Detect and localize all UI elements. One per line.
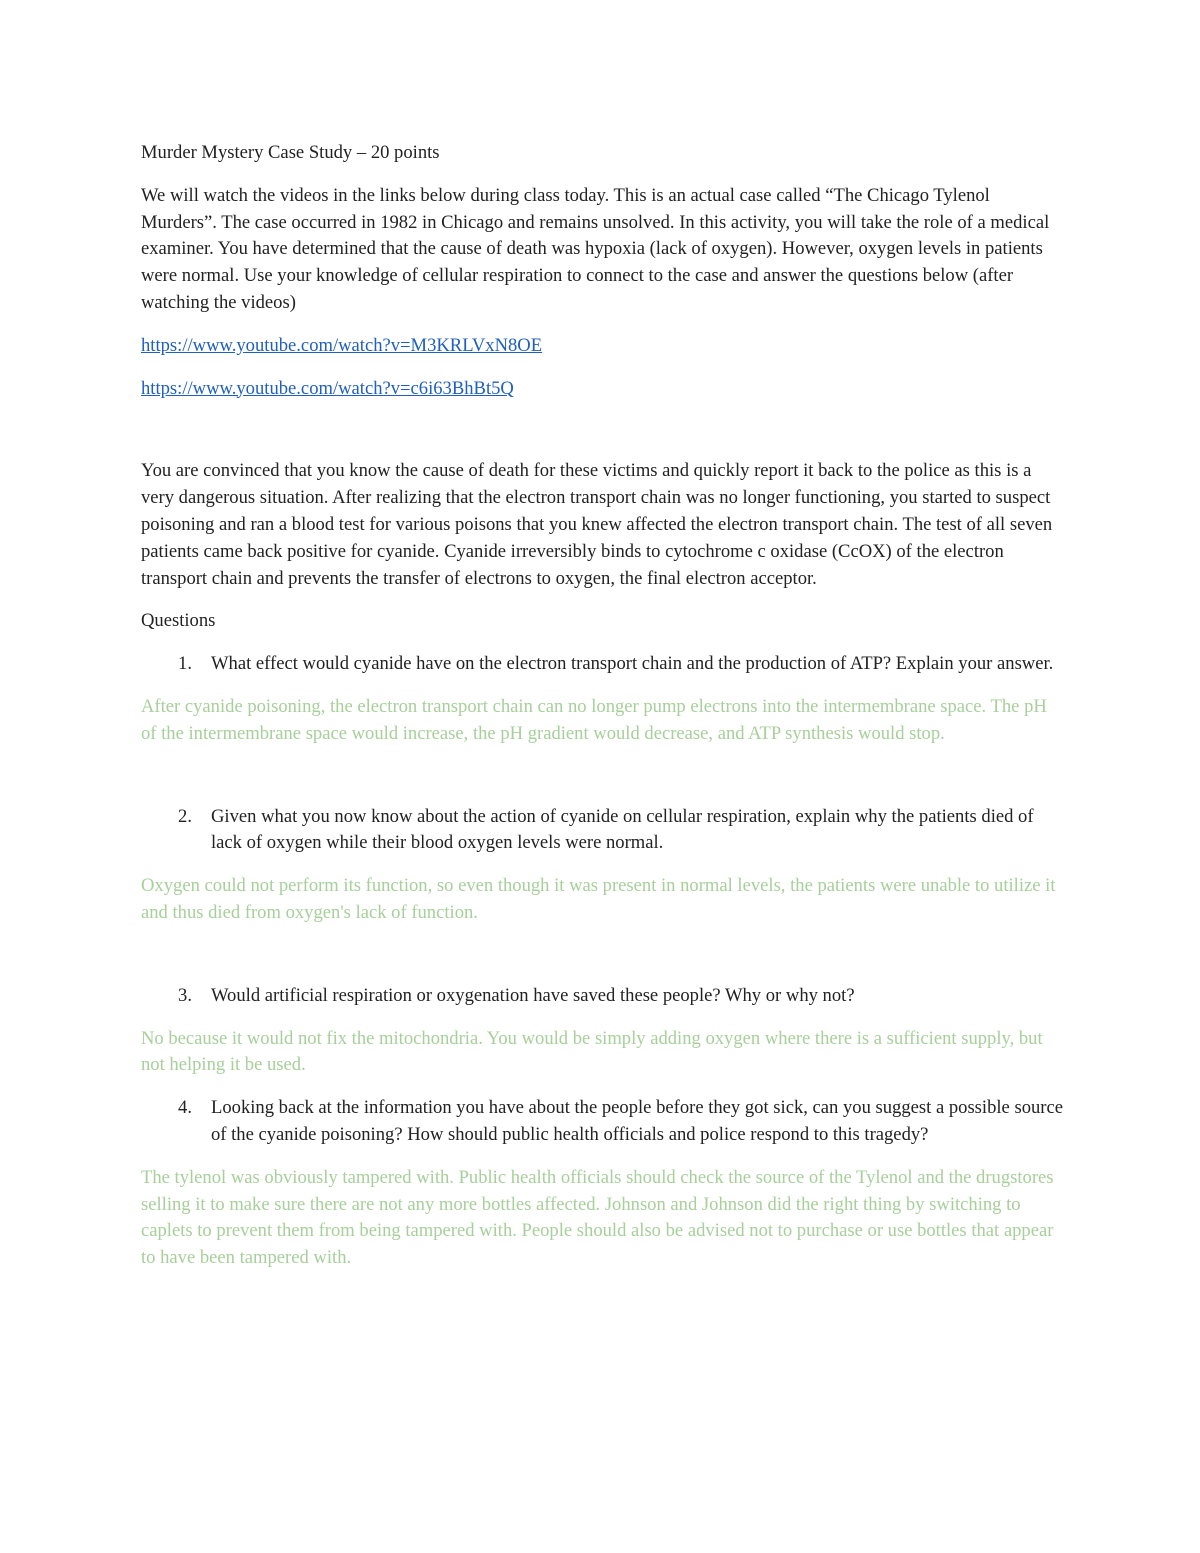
spacer	[141, 943, 1066, 983]
spacer	[141, 764, 1066, 804]
question-text: Given what you now know about the action of cyanide on cellular respiration, explain why the patients died of lack of oxygen while their blood oxygen levels were normal.	[211, 805, 1034, 854]
document-page	[141, 140, 1066, 1288]
question-text: What effect would cyanide have on the electron transport chain and the production of ATP? Explain your answer.	[211, 653, 1054, 675]
answer-3: No because it would not fix the mitochondria. You would be simply adding oxygen where there is a sufficient supply, but not helping it be used.	[141, 1027, 1043, 1076]
question-number: 4.	[178, 1097, 192, 1119]
question-4	[141, 1095, 1066, 1149]
question-text: Looking back at the information you have about the people before they got sick, can you suggest a possible source of the cyanide poisoning? How should public health officials and police respond to this tragedy?	[211, 1097, 1063, 1145]
question-number: 1.	[178, 653, 192, 675]
document-title: Murder Mystery Case Study – 20 points	[141, 142, 440, 163]
intro-paragraph: We will watch the videos in the links below during class today. This is an actual case called “The Chicago Tylenol Murders”. The case occurred in 1982 in Chicago and remains unsolved. In this activity, you will take the role of a medical examiner. You have determined that the cause of death was hypoxia (lack of oxygen). However, oxygen levels in patients were normal. Use your knowledge of cellular respiration to connect to the case and answer the questions below (after watching the videos)	[141, 184, 1050, 313]
question-number: 3.	[178, 984, 192, 1006]
answer-4: The tylenol was obviously tampered with. Public health officials should check the source of the Tylenol and the drugstores selling it to make sure there are not any more bottles affected. Johnson and Johnson did the right thing by switching to caplets to prevent them from being tampered with. People should also be advised not to purchase or use bottles that appear to have been tampered with.	[141, 1166, 1054, 1269]
question-text: Would artificial respiration or oxygenation have saved these people? Why or why not?	[211, 984, 855, 1006]
question-3	[141, 983, 1066, 1010]
video-link-1[interactable]: https://www.youtube.com/watch?v=M3KRLVxN8OE	[141, 334, 543, 356]
question-1	[141, 651, 1066, 678]
questions-heading: Questions	[141, 610, 216, 632]
question-2	[141, 804, 1066, 858]
answer-2: Oxygen could not perform its function, so even though it was present in normal levels, the patients were unable to utilize it and thus died from oxygen's lack of function.	[141, 875, 1056, 923]
video-link-2[interactable]: https://www.youtube.com/watch?v=c6i63BhBt5Q	[141, 377, 514, 399]
question-number: 2.	[178, 805, 192, 827]
answer-1: After cyanide poisoning, the electron transport chain can no longer pump electrons into the intermembrane space. The pH of the intermembrane space would increase, the pH gradient would decrease, and ATP synthesis would stop.	[141, 695, 1047, 744]
scenario-paragraph: You are convinced that you know the cause of death for these victims and quickly report it back to the police as this is a very dangerous situation. After realizing that the electron transport chain was no longer functioning, you started to suspect poisoning and ran a blood test for various poisons that you knew affected the electron transport chain. The test of all seven patients came back positive for cyanide. Cyanide irreversibly binds to cytochrome c oxidase (CcOX) of the electron transport chain and prevents the transfer of electrons to oxygen, the final electron acceptor.	[141, 460, 1053, 589]
spacer	[141, 418, 1066, 458]
